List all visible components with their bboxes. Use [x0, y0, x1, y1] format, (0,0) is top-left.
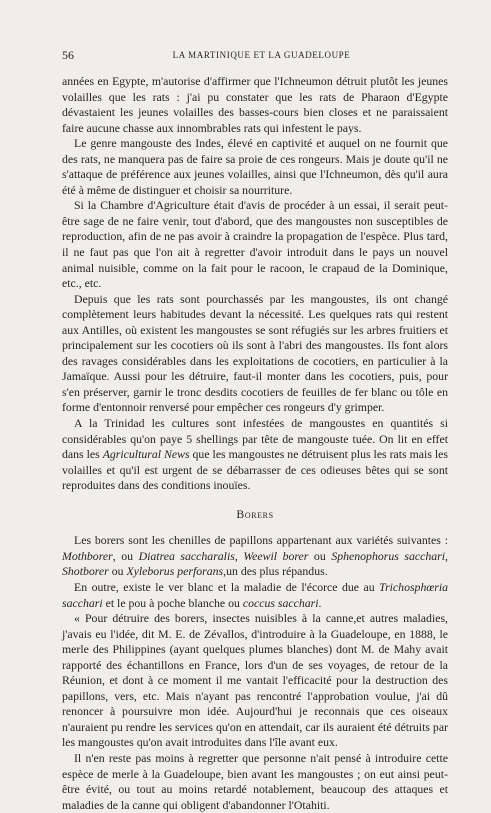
text-run: Les borers sont les chenilles de papillons appartenant aux variétés suivantes :: [74, 533, 448, 548]
paragraph: [62, 533, 448, 580]
text-run: , ou: [112, 548, 139, 563]
text-run: .: [318, 595, 322, 610]
italic-text: Agricultural News: [102, 447, 190, 462]
paragraph: Si la Chambre d'Agriculture était d'avis de procéder à un essai, il serait peut-être sage de ne faire venir, tout d'abord, que des mangoustes non susceptibles de reproduction, afin de ne pas avoir à craindre la propagation de l'espèce. Plus tard, il ne faut pas que l'on ait à regretter d'avoir introduit dans le pays un nouvel animal nuisible, comme on la fait pour le racoon, le crapaud de la Dominique, etc., etc.: [62, 198, 448, 291]
text-run: que les mangoustes ne détruisent plus les rats mais les volailles et qu'il est urgent de se débarrasser de ces odieuses bêtes qui se sont reproduites dans des conditions inouïes.: [62, 447, 448, 493]
page-header: [62, 47, 461, 63]
italic-text: Diatrea saccharalis: [138, 548, 235, 563]
paragraph: [62, 580, 448, 611]
italic-text: Sphenophorus sacchari: [331, 548, 446, 563]
text-run: ou: [108, 564, 127, 579]
text-run: ,: [445, 548, 448, 563]
running-title: LA MARTINIQUE ET LA GUADELOUPE: [172, 50, 351, 60]
paragraph: Depuis que les rats sont pourchassés par les mangoustes, ils ont changé complètement leurs habitudes devant la nécessité. Les quelques rats qui restent aux Antilles, où existent les mangoustes se sont réfugiés sur les arbres fruitiers et principalement sur les cocotiers où ils sont à l'abri des mangoustes. Ils font alors des ravages considérables dans les exploitations de cocotiers, en particulier à la Jamaïque. Aussi pour les détruire, faut-il monter dans les cocotiers, puis, pour s'en préserver, garnir le tronc desdits cocotiers de feuilles de fer blanc ou tôle en forme d'entonnoir renversé pour empêcher ces rongeurs d'y grimper.: [62, 291, 448, 415]
paragraph: années en Egypte, m'autorise d'affirmer que l'Ichneumon détruit plutôt les jeunes volailles que les rats : j'ai pu constater que les rats de Pharaon d'Egypte dévastaient les jeunes volailles des basses-cours bien closes et ne paraissaient faire aucune chasse aux innombrables rats qui infestent le pays.: [62, 74, 448, 135]
italic-text: Mothborer: [62, 548, 113, 563]
text-run: ,: [234, 548, 244, 563]
paragraph: [62, 416, 448, 494]
paragraph: Il n'en reste pas moins à regretter que personne n'ait pensé à introduire cette espèce de merle à la Guadeloupe, bien avant les mangoustes ; on eut ainsi peut-être évité, ou tout au moins retardé notablement, beaucoup des attaques et maladies de la canne qui obligent d'abandonner l'Otahiti.: [62, 750, 448, 812]
body-text: [62, 74, 448, 813]
text-run: En outre, existe le ver blanc et la maladie de l'écorce due au: [74, 579, 380, 594]
text-run: A la Trinidad les cultures sont infestées de mangoustes en quantités si considérables qu'on paye 5 shellings par tête de mangouste tuée. On lit en effet dans les: [62, 416, 448, 462]
italic-text: Weewil borer: [243, 548, 309, 563]
section-heading: Borers: [236, 506, 274, 521]
paragraph: « Pour détruire des borers, insectes nuisibles à la canne,et autres maladies, j'avais eu l'idée, dit M. E. de Zévallos, d'introduire à la Guadeloupe, en 1888, le merle des Philippines (ayant quelques plumes blanches) dont M. de Mahy avait rapporté des échantillons en France, lors d'un de ses voyages, de retour de la Réunion, et dont à ce moment il me vantait l'efficacité pour la destruction des papillons, vers, etc. Mais n'ayant pas rencontré l'approbation voulue, j'ai dû renoncer à poursuivre mon idée. Aujourd'hui je reconnais que ces oiseaux n'auraient pu rendre les services qu'on en attendait, car ils auraient été détruits par les mangoustes qu'on avait introduites dans l'île avant eux.: [62, 611, 448, 750]
paragraph: Le genre mangouste des Indes, élevé en captivité et auquel on ne fournit que des rats, ne manquera pas de faire sa proie de ces rongeurs. Mais je doute qu'il ne s'attaque de préférence aux jeunes volailles, ainsi que l'Ichneumon, dès qu'il aura été à même de distinguer et choisir sa nourriture.: [62, 136, 448, 197]
paragraphs-after-section: [62, 533, 448, 813]
paragraphs-before-section: [62, 74, 448, 494]
text-run: et le pou à poche blanche ou: [102, 595, 243, 610]
italic-text: coccus sacchari: [242, 595, 319, 610]
page-number: 56: [62, 48, 74, 62]
italic-text: Shotborer: [62, 564, 109, 579]
italic-text: Trichosphœria sacchari: [62, 579, 448, 610]
italic-text: Xyleborus perforans: [126, 564, 224, 579]
text-run: ou: [308, 548, 332, 563]
text-run: ,un des plus répandus.: [223, 564, 328, 579]
